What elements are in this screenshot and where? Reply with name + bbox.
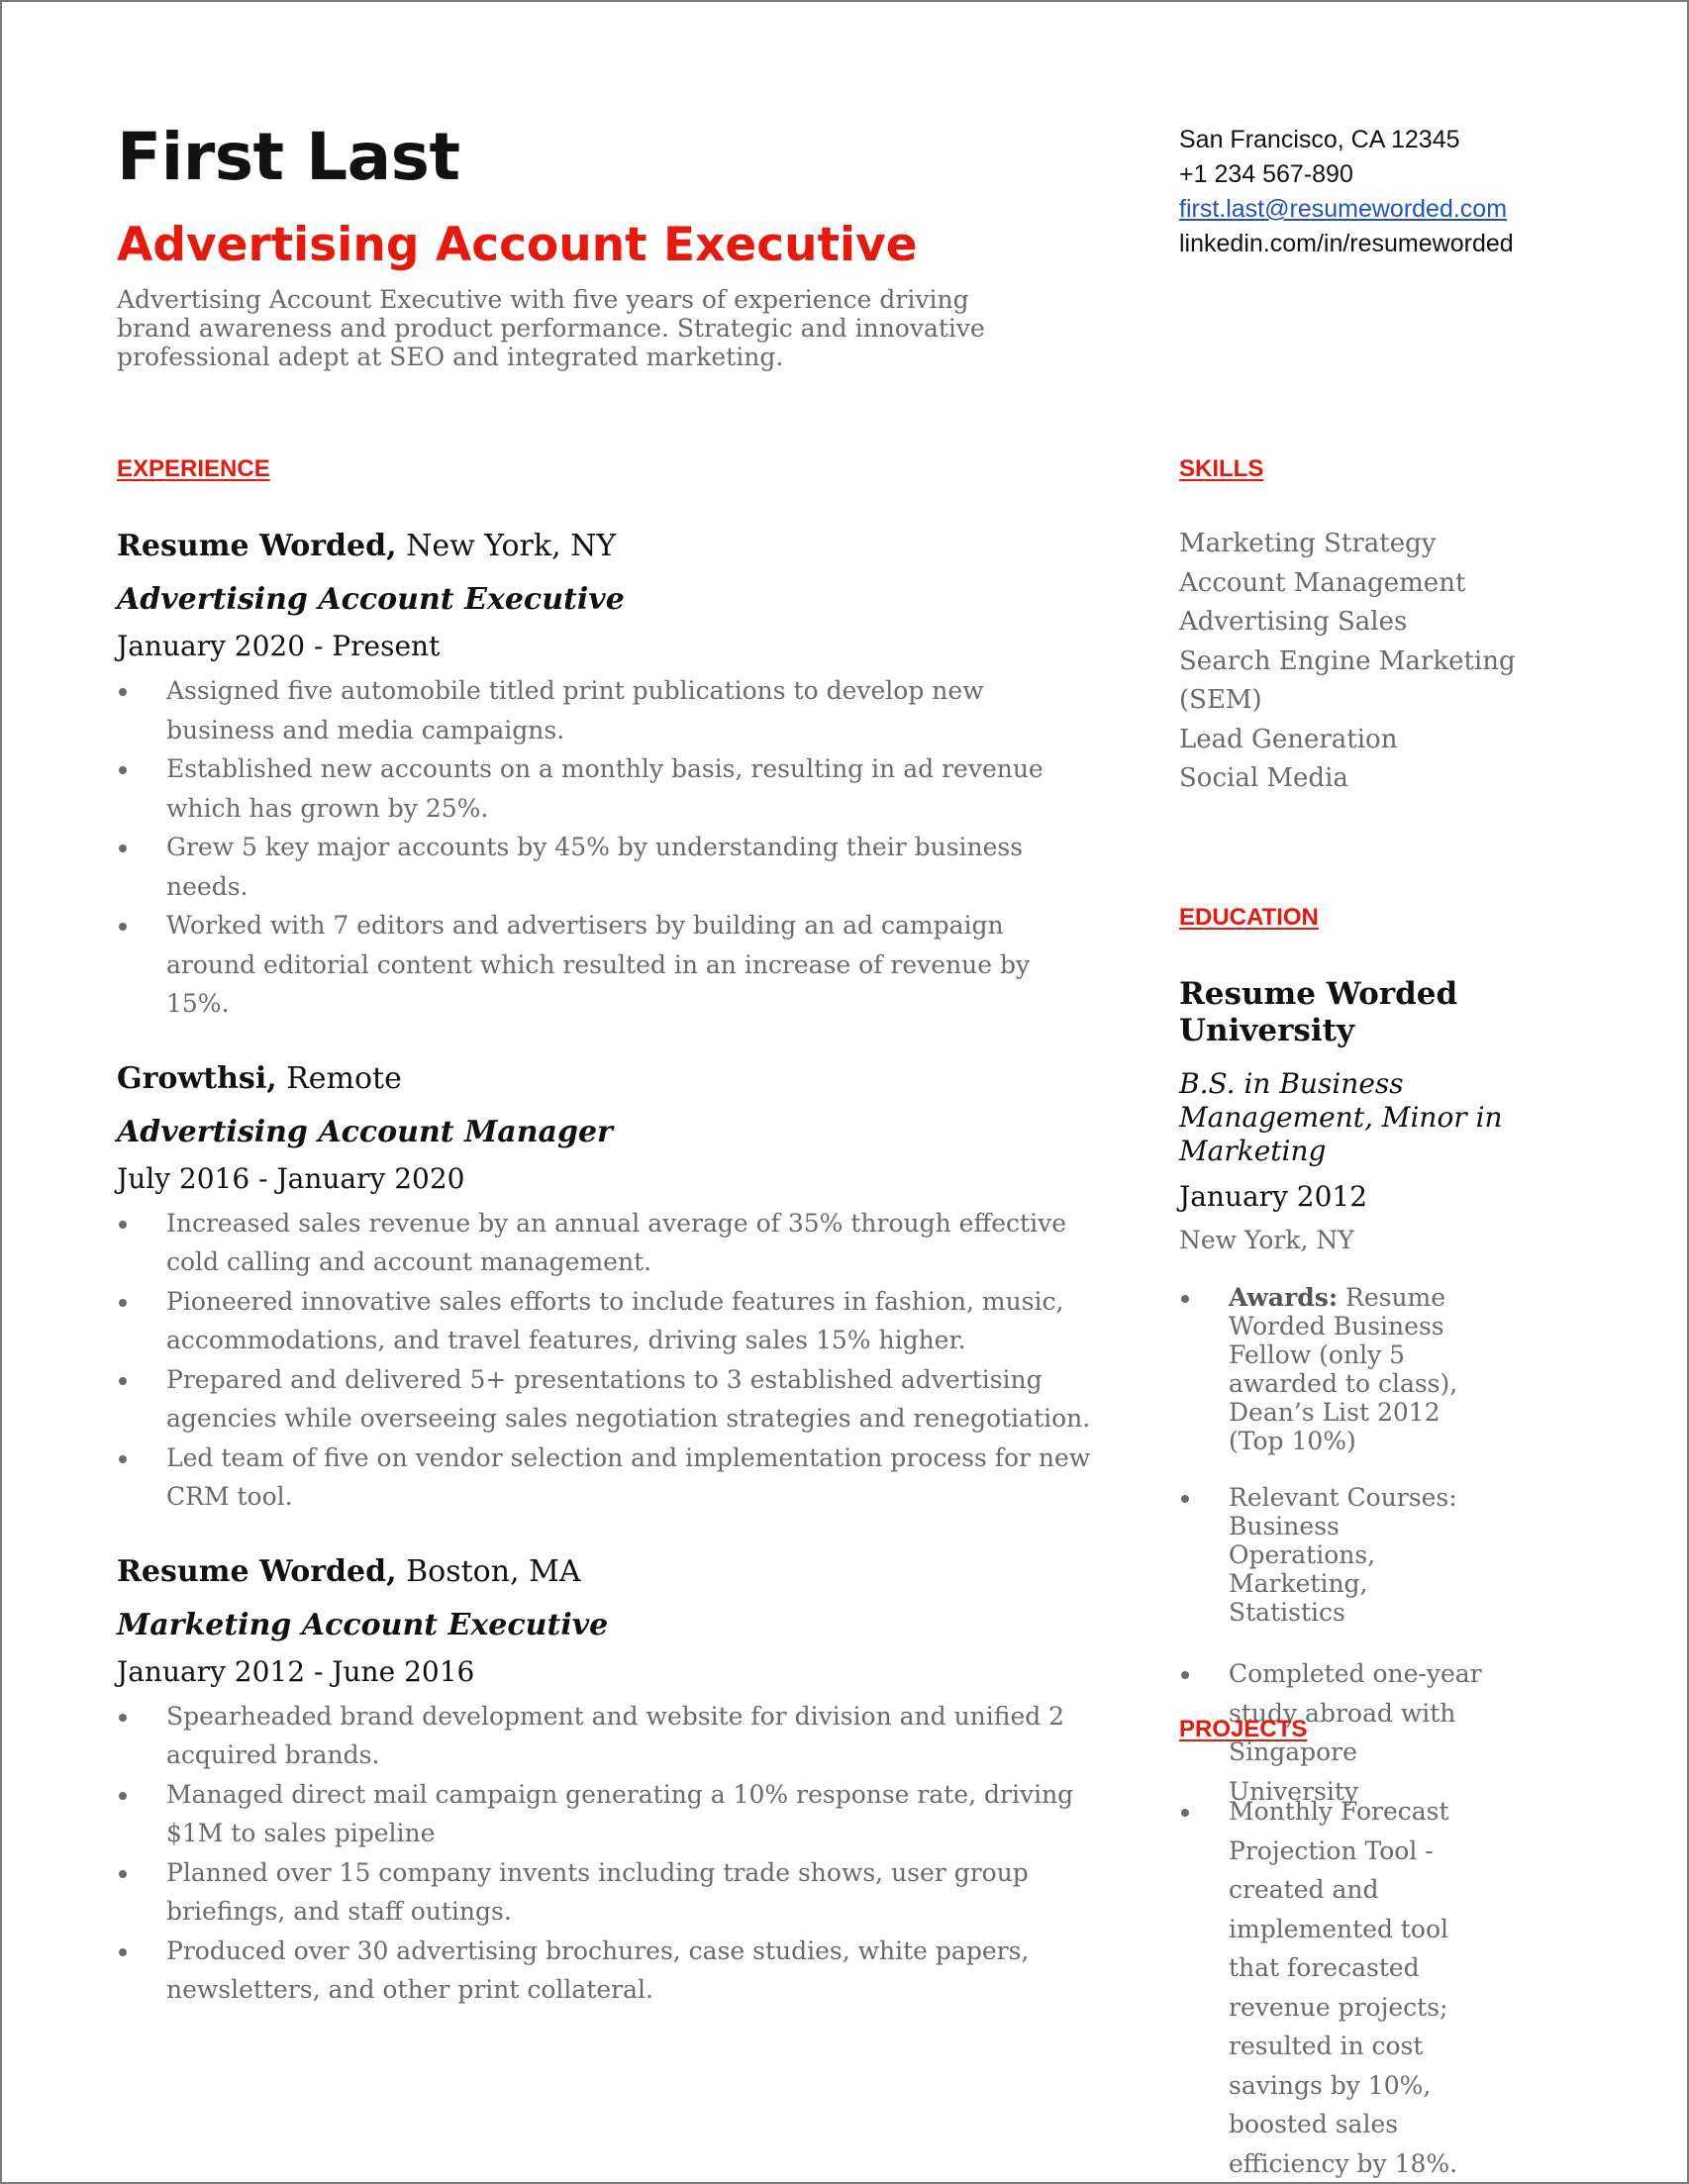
bullet-dot-icon xyxy=(119,1455,127,1463)
bullet-item: Spearheaded brand development and website for division and unified 2 acquired brands. xyxy=(117,1697,1097,1775)
job-bullets xyxy=(117,1697,1097,2010)
job-company xyxy=(117,527,1097,566)
job-entry xyxy=(117,1059,1097,1517)
job-company xyxy=(117,1059,1097,1099)
skill-item: Lead Generation xyxy=(1179,724,1398,754)
education-school: Resume Worded University xyxy=(1179,976,1458,1048)
skill-item: Search Engine Marketing (SEM) xyxy=(1179,645,1516,715)
job-dates: January 2020 - Present xyxy=(117,630,441,662)
job-company-name: Growthsi, xyxy=(117,1060,277,1096)
job-company-name: Resume Worded, xyxy=(117,529,397,563)
bullet-item: Worked with 7 editors and advertisers by building an ad campaign around editorial content which resulted in an increase of revenue by 15%. xyxy=(117,906,1097,1024)
skill-item: Social Media xyxy=(1179,763,1348,793)
job-company xyxy=(117,1552,1097,1592)
job-location: New York, NY xyxy=(396,529,617,563)
bullet-item: Prepared and delivered 5+ presentations to 3 established advertising agencies while overseeing sales negotiation strategies and renegotiation. xyxy=(117,1360,1097,1439)
bullet-item: Led team of five on vendor selection and implementation process for new CRM tool. xyxy=(117,1439,1097,1517)
bullet-item: Increased sales revenue by an annual average of 35% through effective cold calling and account management. xyxy=(117,1204,1097,1282)
bullet-dot-icon xyxy=(1181,1495,1189,1503)
skill-item: Marketing Strategy xyxy=(1179,529,1437,558)
summary: Advertising Account Executive with five years of experience driving brand awareness and product performance. Strategic and innovative professional adept at SEO and integrated marketing. xyxy=(117,285,985,371)
candidate-name: First Last xyxy=(117,119,460,195)
bullet-dot-icon xyxy=(119,1948,127,1956)
contact-email-link[interactable]: first.last@resumeworded.com xyxy=(1179,195,1508,223)
bullet-dot-icon xyxy=(119,923,127,931)
contact-block xyxy=(1179,123,1514,261)
job-role: Advertising Account Executive xyxy=(117,582,625,617)
skill-item: Advertising Sales xyxy=(1179,607,1408,637)
bullet-dot-icon xyxy=(1181,1671,1189,1679)
job-entry xyxy=(117,1552,1097,2010)
contact-location: San Francisco, CA 12345 xyxy=(1179,126,1460,153)
contact-phone: +1 234 567-890 xyxy=(1179,160,1353,188)
job-location: Remote xyxy=(276,1060,402,1096)
bullet-item: Produced over 30 advertising brochures, case studies, white papers, newsletters, and other print collateral. xyxy=(117,1932,1097,2010)
bullet-item: Pioneered innovative sales efforts to include features in fashion, music, accommodations, and travel features, driving sales 15% higher. xyxy=(117,1282,1097,1360)
education-section xyxy=(1179,976,1575,1838)
education-bullet-courses: Relevant Courses: Business Operations, Marketing, Statistics xyxy=(1179,1483,1491,1627)
education-bullet-awards: Awards: Resume Worded Business Fellow (only 5 awarded to class), Dean’s List 2012 (Top 10%) xyxy=(1179,1283,1491,1455)
education-heading: EDUCATION xyxy=(1179,904,1319,931)
bullet-item: Managed direct mail campaign generating a 10% response rate, driving $1M to sales pipeline xyxy=(117,1775,1097,1853)
bullet-item: Assigned five automobile titled print publications to develop new business and media campaigns. xyxy=(117,671,1097,749)
education-date: January 2012 xyxy=(1179,1180,1368,1213)
bullet-dot-icon xyxy=(119,766,127,774)
experience-section xyxy=(117,527,1097,2045)
bullet-dot-icon xyxy=(119,1714,127,1722)
contact-linkedin: linkedin.com/in/resumeworded xyxy=(1179,230,1514,257)
candidate-title: Advertising Account Executive xyxy=(117,218,918,272)
bullet-item: Established new accounts on a monthly basis, resulting in ad revenue which has grown by 25%. xyxy=(117,749,1097,828)
job-bullets xyxy=(117,671,1097,1024)
bullet-dot-icon xyxy=(119,1221,127,1229)
bullet-dot-icon xyxy=(119,688,127,696)
bullet-item: Grew 5 key major accounts by 45% by understanding their business needs. xyxy=(117,828,1097,906)
bullet-dot-icon xyxy=(1181,1295,1189,1303)
bullet-item: Planned over 15 company invents including trade shows, user group briefings, and staff outings. xyxy=(117,1853,1097,1932)
education-degree: B.S. in Business Management, Minor in Marketing xyxy=(1179,1067,1503,1167)
bullet-dot-icon xyxy=(119,1792,127,1800)
job-entry xyxy=(117,527,1097,1024)
bullet-dot-icon xyxy=(119,1377,127,1385)
bullet-dot-icon xyxy=(119,1870,127,1878)
job-role: Marketing Account Executive xyxy=(117,1607,609,1642)
projects-heading: PROJECTS xyxy=(1179,1716,1308,1742)
education-location: New York, NY xyxy=(1179,1226,1354,1254)
projects-bullets xyxy=(1179,1792,1575,2183)
projects-section xyxy=(1179,1792,1575,2183)
skills-heading: SKILLS xyxy=(1179,455,1264,482)
experience-heading: EXPERIENCE xyxy=(117,455,270,482)
job-bullets xyxy=(117,1204,1097,1517)
education-bullet-study-abroad: Completed one-year study abroad with Singapore University xyxy=(1179,1654,1491,1811)
skills-list xyxy=(1179,525,1575,799)
skill-item: Account Management xyxy=(1179,567,1466,598)
awards-label: Awards: xyxy=(1229,1283,1339,1312)
project-item: Monthly Forecast Projection Tool - created and implemented tool that forecasted revenue projects; resulted in cost savings by 10%, boosted sales efficiency by 18%. xyxy=(1179,1792,1496,2183)
job-dates: July 2016 - January 2020 xyxy=(117,1161,465,1195)
bullet-dot-icon xyxy=(119,844,127,852)
job-role: Advertising Account Manager xyxy=(117,1114,613,1149)
bullet-dot-icon xyxy=(119,1299,127,1307)
job-dates: January 2012 - June 2016 xyxy=(117,1654,475,1688)
bullet-dot-icon xyxy=(1181,1809,1189,1817)
job-company-name: Resume Worded, xyxy=(117,1553,397,1589)
job-location: Boston, MA xyxy=(396,1553,581,1589)
